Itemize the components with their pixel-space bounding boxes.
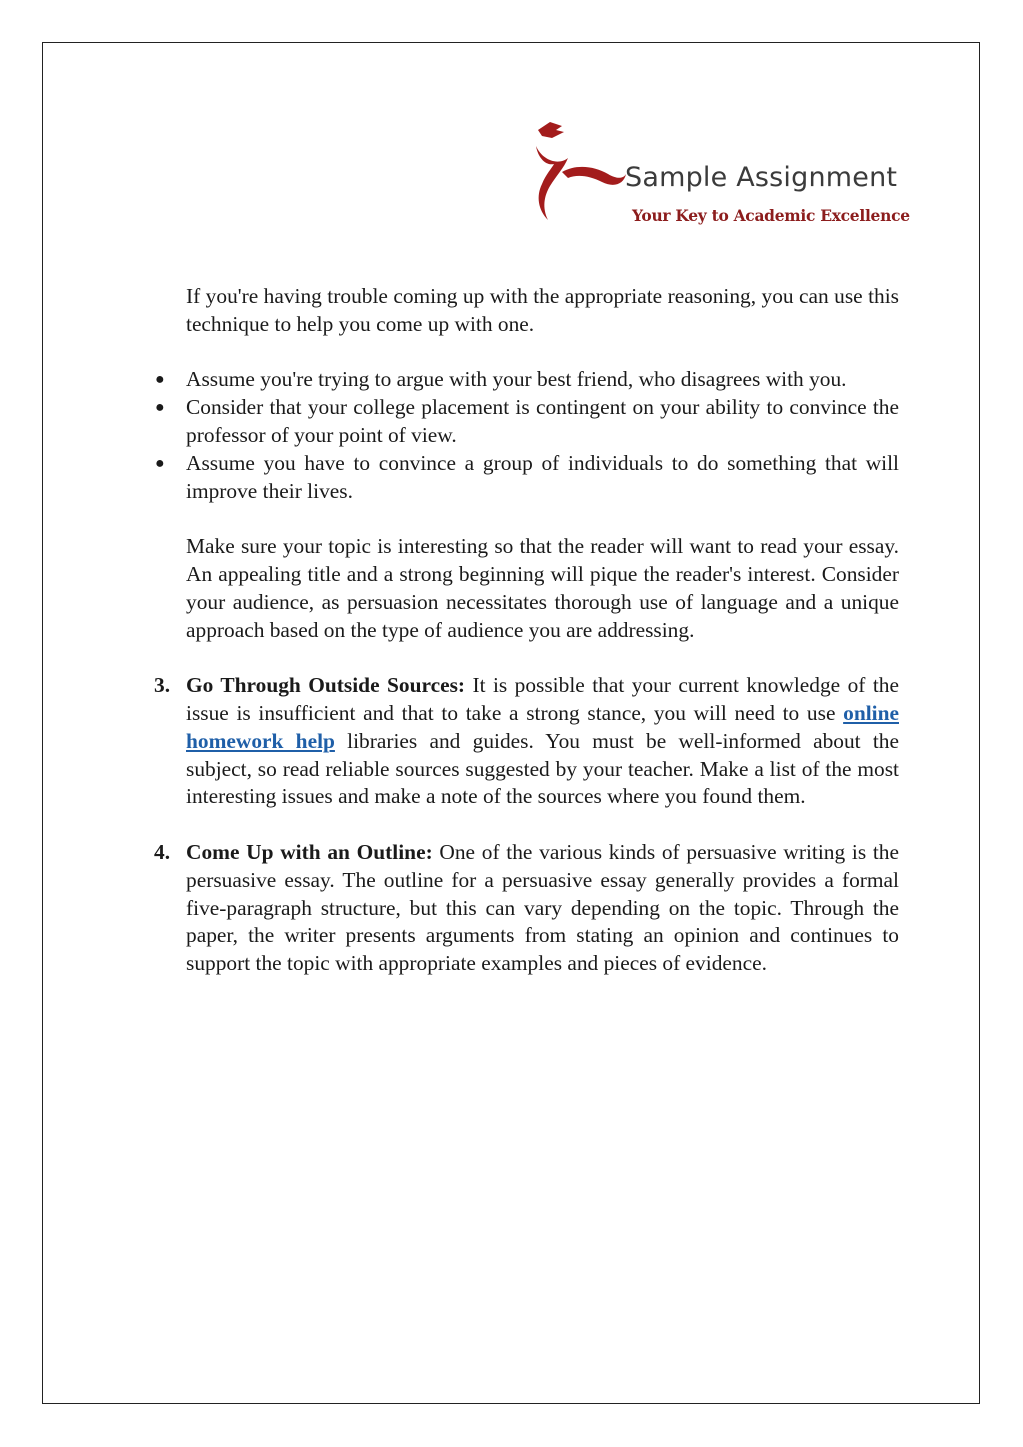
- list-item: [155, 394, 899, 450]
- section-3: [154, 672, 899, 811]
- bullet-icon: ●: [155, 454, 165, 472]
- section-4: [154, 839, 899, 978]
- online-homework-help-link[interactable]: online homework help: [186, 700, 899, 753]
- logo-figure-icon: [528, 116, 628, 226]
- section-text: libraries and guides. You must be well-informed about the subject, so read reliable sources suggested by your teacher. Make a list of the most interesting issues and make a note of the sources where you found them.: [186, 728, 899, 809]
- bullet-icon: ●: [155, 371, 165, 389]
- document-body: [154, 283, 899, 978]
- intro-paragraph: If you're having trouble coming up with the appropriate reasoning, you can use this technique to help you come up with one.: [186, 284, 899, 336]
- section-title: Come Up with an Outline:: [186, 839, 433, 864]
- bullet-list: [155, 366, 899, 505]
- section-text: One of the various kinds of persuasive writing is the persuasive essay. The outline for a persuasive essay generally provides a formal five-paragraph structure, but this can vary depending on the topic. Through the paper, the writer presents arguments from stating an opinion and continues to support the topic with appropriate examples and pieces of evidence.: [186, 839, 899, 976]
- section-number: 4.: [154, 839, 171, 864]
- logo: [528, 116, 908, 236]
- list-item: [155, 366, 899, 394]
- list-item: [155, 450, 899, 506]
- logo-name: Sample Assignment: [625, 162, 898, 193]
- section-title: Go Through Outside Sources:: [186, 673, 466, 698]
- section-text: It is possible that your current knowledge of the issue is insufficient and that to take a strong stance, you will need to use: [186, 673, 899, 725]
- bullet-icon: ●: [155, 399, 165, 417]
- bullet-text: Assume you have to convince a group of individuals to do something that will improve their lives.: [186, 450, 899, 503]
- bullet-text: Assume you're trying to argue with your best friend, who disagrees with you.: [186, 367, 847, 392]
- section-number: 3.: [154, 673, 171, 698]
- topic-paragraph: Make sure your topic is interesting so that the reader will want to read your essay. An appealing title and a strong beginning will pique the reader's interest. Consider your audience, as persuasion necessitates thorough use of language and a unique approach based on the type of audience you are addressing.: [186, 534, 899, 642]
- logo-tagline: Your Key to Academic Excellence: [632, 206, 910, 225]
- bullet-text: Consider that your college placement is contingent on your ability to convince the professor of your point of view.: [186, 395, 899, 447]
